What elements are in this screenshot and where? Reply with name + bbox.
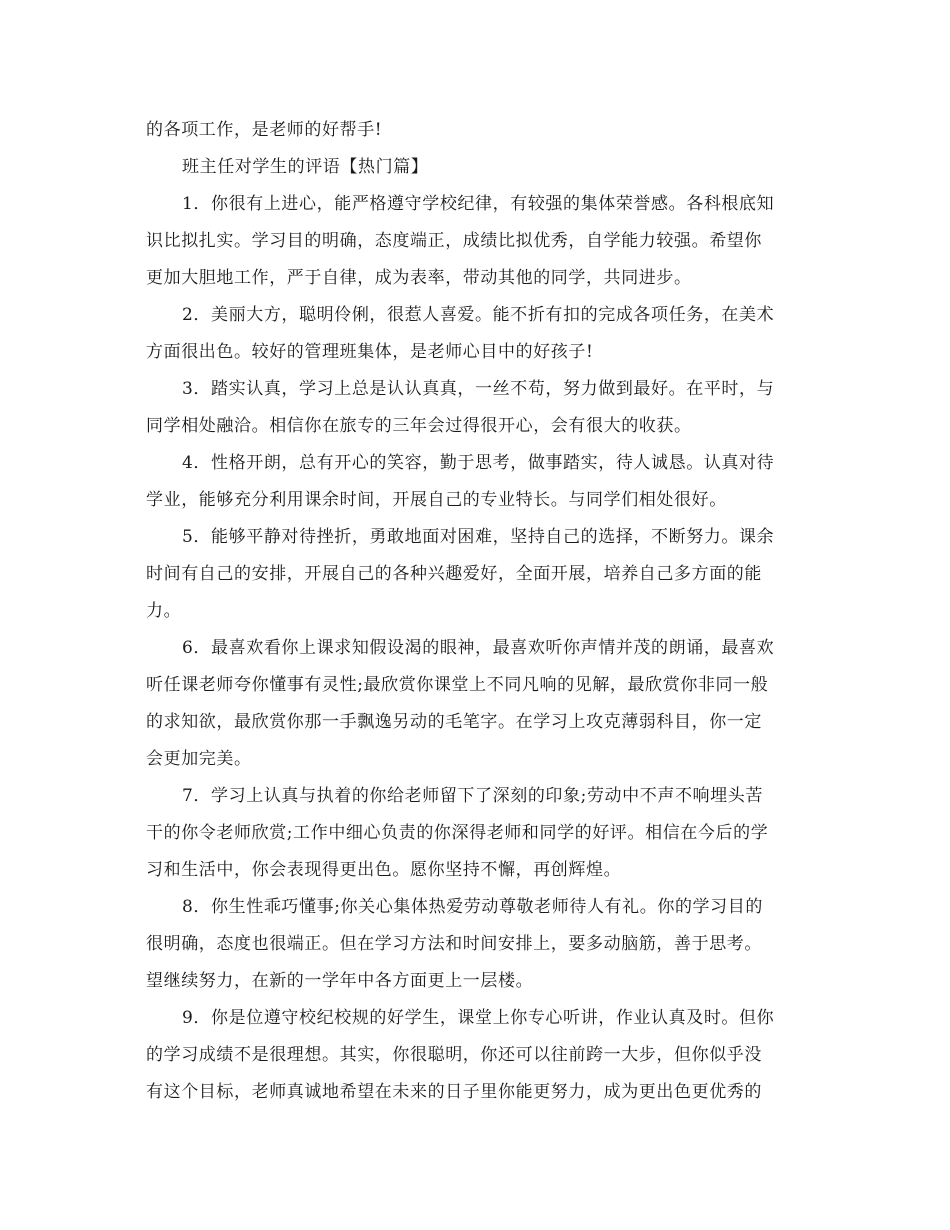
comment-2-line-2: 方面很出色。较好的管理班集体，是老师心目中的好孩子! — [146, 342, 594, 362]
comment-6-line-3: 的求知欲，最欣赏你那一手飘逸另动的毛笔字。在学习上攻克薄弱科目，你一定 — [146, 712, 762, 732]
comment-6-line-1: 6．最喜欢看你上课求知假设渴的眼神，最喜欢听你声情并茂的朗诵，最喜欢 — [182, 638, 775, 658]
document-body — [146, 112, 810, 1111]
comment-7-line-2: 干的你令老师欣赏;工作中细心负责的你深得老师和同学的好评。相信在今后的学 — [146, 823, 769, 843]
section-heading: 班主任对学生的评语【热门篇】 — [182, 157, 429, 177]
text-line: 的各项工作，是老师的好帮手! — [146, 120, 383, 140]
comment-9-line-3: 有这个目标，老师真诚地希望在未来的日子里你能更努力，成为更出色更优秀的 — [146, 1082, 762, 1102]
comment-4-line-2: 学业，能够充分利用课余时间，开展自己的专业特长。与同学们相处很好。 — [146, 490, 727, 510]
comment-1-line-3: 更加大胆地工作，严于自律，成为表率，带动其他的同学，共同进步。 — [146, 268, 692, 288]
comment-2-line-1: 2．美丽大方，聪明伶俐，很惹人喜爱。能不折有扣的完成各项任务，在美术 — [182, 305, 775, 325]
comment-7-line-1: 7．学习上认真与执着的你给老师留下了深刻的印象;劳动中不声不响埋头苦 — [182, 786, 763, 806]
comment-7-line-3: 习和生活中，你会表现得更出色。愿你坚持不懈，再创辉煌。 — [146, 860, 622, 880]
comment-4-line-1: 4．性格开朗，总有开心的笑容，勤于思考，做事踏实，待人诚恳。认真对待 — [182, 453, 775, 473]
comment-3-line-2: 同学相处融洽。相信你在旅专的三年会过得很开心，会有很大的收获。 — [146, 416, 692, 436]
comment-5-line-2: 时间有自己的安排，开展自己的各种兴趣爱好，全面开展，培养自己多方面的能 — [146, 564, 762, 584]
comment-1-line-2: 识比拟扎实。学习目的明确，态度端正，成绩比拟优秀，自学能力较强。希望你 — [146, 231, 762, 251]
comment-8-line-2: 很明确，态度也很端正。但在学习方法和时间安排上，要多动脑筋，善于思考。 — [146, 934, 762, 954]
comment-6-line-2: 听任课老师夸你懂事有灵性;最欣赏你课堂上不同凡响的见解，最欣赏你非同一般 — [146, 675, 769, 695]
comment-8-line-3: 望继续努力，在新的一学年中各方面更上一层楼。 — [146, 971, 534, 991]
comment-3-line-1: 3．踏实认真，学习上总是认认真真，一丝不苟，努力做到最好。在平时，与 — [182, 379, 775, 399]
comment-1-line-1: 1．你很有上进心，能严格遵守学校纪律，有较强的集体荣誉感。各科根底知 — [182, 194, 775, 214]
comment-9-line-1: 9．你是位遵守校纪校规的好学生，课堂上你专心听讲，作业认真及时。但你 — [182, 1008, 775, 1028]
comment-6-line-4: 会更加完美。 — [146, 749, 252, 769]
comment-5-line-1: 5．能够平静对待挫折，勇敢地面对困难，坚持自己的选择，不断努力。课余 — [182, 527, 775, 547]
comment-9-line-2: 的学习成绩不是很理想。其实，你很聪明，你还可以往前跨一大步，但你似乎没 — [146, 1045, 762, 1065]
comment-5-line-3: 力。 — [146, 601, 182, 621]
comment-8-line-1: 8．你生性乖巧懂事;你关心集体热爱劳动尊敬老师待人有礼。你的学习目的 — [182, 897, 763, 917]
